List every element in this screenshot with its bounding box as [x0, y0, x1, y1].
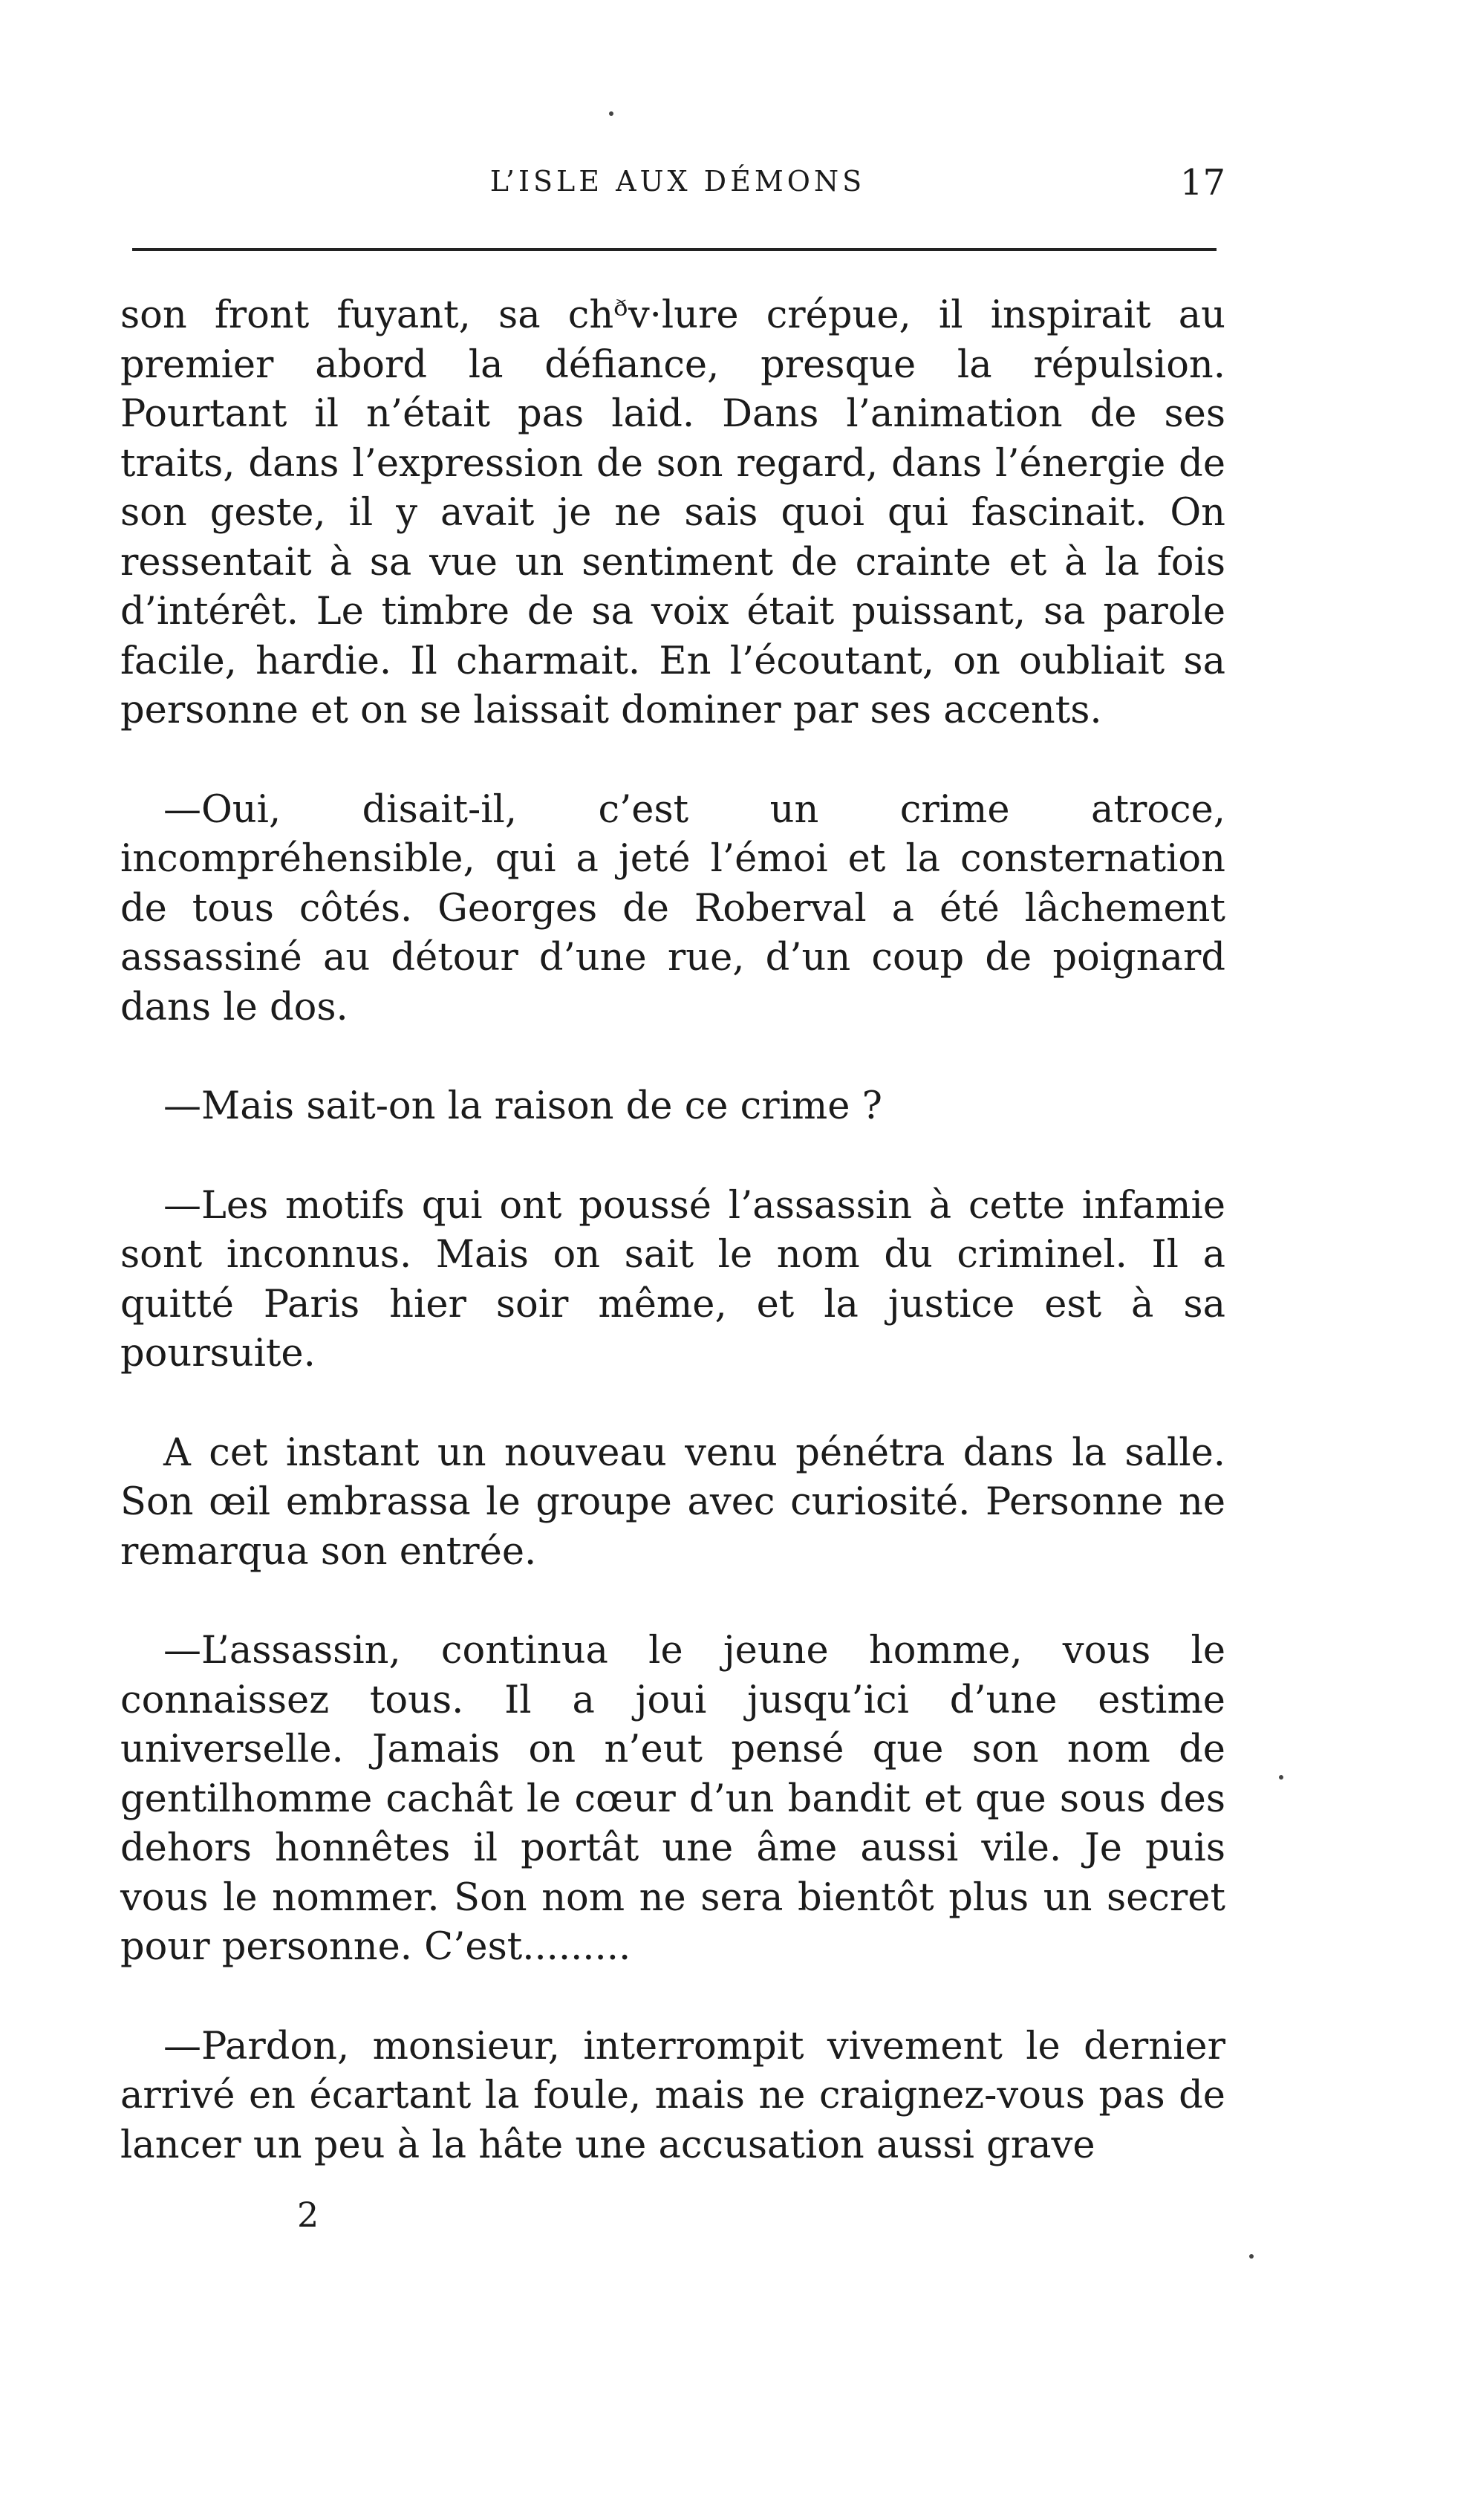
paragraph-continuation: son front fuyant, sa chᶞv·lure crépue, il inspirait au premier abord la défiance, presque la répulsion. Pourtant il n’était pas laid. Dans l’animation de ses traits, dans l’expression de son regard, dans l’énergie de son geste, il y avait je ne sais quoi qui fascinait. On ressentait à sa vue un sentiment de crainte et à la fois d’intérêt. Le timbre de sa voix était puissant, sa parole facile, hardie. Il charmait. En l’écoutant, on oubliait sa personne et on se laissait dominer par ses accents.	[120, 293, 1225, 732]
paper-speck	[1279, 1775, 1283, 1780]
header-rule	[132, 248, 1217, 251]
paragraph-dialogue: —Mais sait-on la raison de ce crime ?	[163, 1084, 883, 1128]
paper-speck	[1249, 2254, 1254, 2259]
paper-speck	[609, 111, 613, 116]
paragraph-dialogue: —Oui, disait-il, c’est un crime atroce, incompréhensible, qui a jeté l’émoi et la consternation de tous côtés. Georges de Roberval a été lâchement assassiné au détour d’une rue, d’un coup de poignard dans le dos.	[120, 787, 1225, 1029]
page-number: 17	[1179, 162, 1225, 204]
body-text	[120, 291, 1225, 2170]
running-head: L’ISLE AUX DÉMONS	[489, 165, 866, 198]
paragraph-dialogue: —Pardon, monsieur, interrompit vivement le dernier arrivé en écartant la foule, mais ne craignez-vous pas de lancer un peu à la hâte une accusation aussi grave	[120, 2024, 1225, 2167]
page-header	[130, 162, 1225, 217]
paragraph-narration: A cet instant un nouveau venu pénétra dans la salle. Son œil embrassa le groupe avec curiosité. Personne ne remarqua son entrée.	[120, 1430, 1225, 1574]
paragraph-dialogue: —L’assassin, continua le jeune homme, vous le connaissez tous. Il a joui jusqu’ici d’une estime universelle. Jamais on n’eut pensé que son nom de gentilhomme cachât le cœur d’un bandit et que sous des dehors honnêtes il portât une âme aussi vile. Je puis vous le nommer. Son nom ne sera bientôt plus un secret pour personne. C’est.........	[120, 1629, 1225, 1969]
signature-mark: 2	[297, 2195, 319, 2235]
paragraph-dialogue: —Les motifs qui ont poussé l’assassin à cette infamie sont inconnus. Mais on sait le nom du criminel. Il a quitté Paris hier soir même, et la justice est à sa poursuite.	[120, 1183, 1225, 1375]
